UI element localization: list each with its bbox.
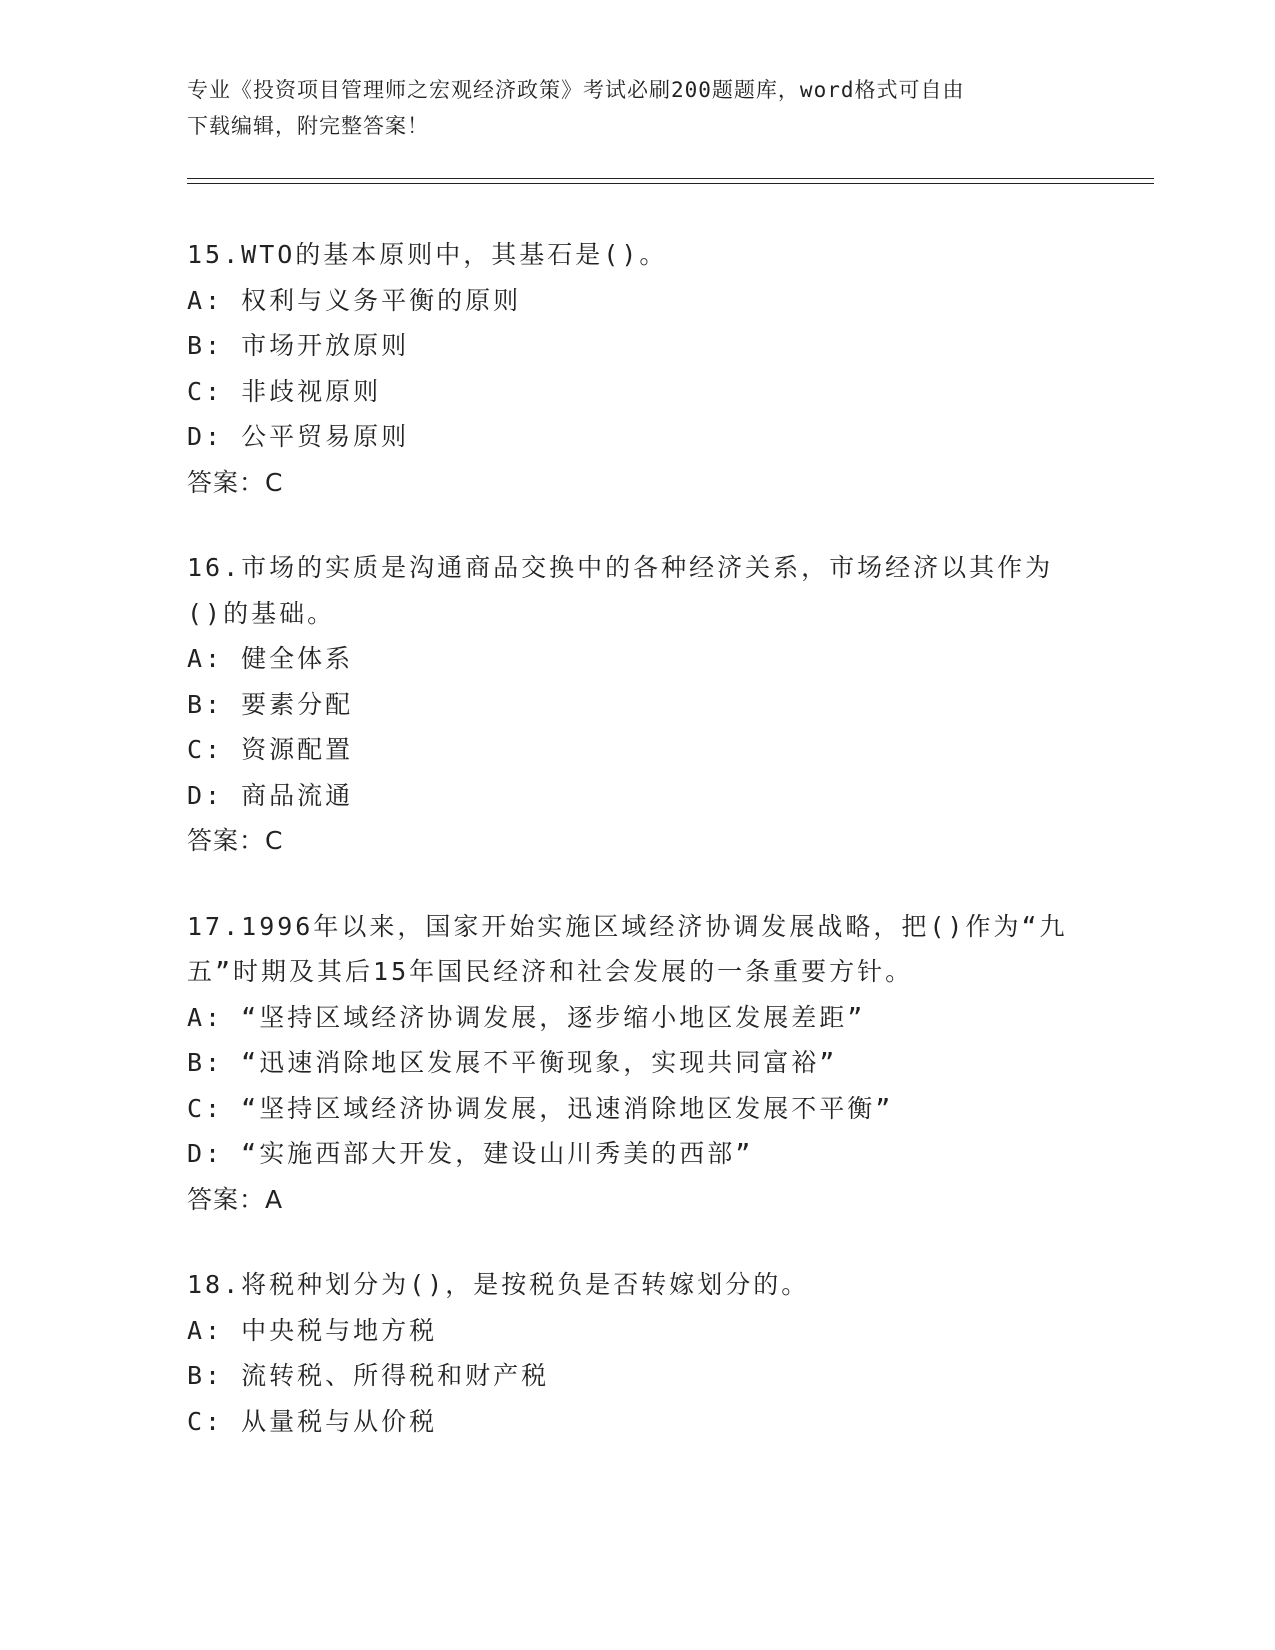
option-text: 商品流通	[241, 780, 354, 810]
option-label: B:	[187, 1361, 224, 1390]
option-label: B:	[187, 1048, 224, 1077]
option-text: 资源配置	[241, 735, 354, 764]
question-text: 市场的实质是沟通商品交换中的各种经济关系，市场经济以其作为	[241, 553, 1054, 582]
option-label: B:	[187, 689, 224, 719]
option-text: 权利与义务平衡的原则	[241, 285, 522, 315]
option-text: 流转税、所得税和财产税	[241, 1361, 550, 1390]
header-line-2: 下载编辑，附完整答案！	[187, 114, 429, 138]
answer-option	[187, 1040, 1087, 1086]
question-text: WTO的基本原则中，其基石是()。	[241, 240, 668, 269]
question-text: 1996年以来，国家开始实施区域经济协调发展战略，把()作为“九	[241, 911, 1068, 941]
option-label: B:	[187, 331, 224, 360]
question-number: 16.	[187, 553, 242, 582]
option-text: 公平贸易原则	[241, 422, 410, 451]
answer-option	[187, 682, 1087, 728]
question-number: 17.	[187, 911, 242, 941]
answer-option	[187, 1353, 1087, 1399]
header-divider-bottom	[187, 183, 1154, 184]
answer-option	[187, 323, 1087, 369]
option-text: 中央税与地方税	[241, 1315, 438, 1345]
question-block	[187, 1262, 1087, 1444]
option-label: A:	[187, 285, 224, 315]
question-text-line	[187, 232, 1087, 278]
answer-option	[187, 278, 1087, 324]
answer-option	[187, 1308, 1087, 1354]
option-text: 要素分配	[241, 689, 354, 719]
option-label: A:	[187, 1315, 224, 1345]
header-divider-top	[187, 178, 1154, 179]
question-text-line	[187, 949, 1087, 995]
question-text: 五”时期及其后15年国民经济和社会发展的一条重要方针。	[187, 957, 914, 986]
question-number: 18.	[187, 1270, 242, 1299]
question-text-line	[187, 545, 1087, 591]
question-text: ()的基础。	[187, 598, 336, 628]
answer-option	[187, 636, 1087, 682]
answer-option	[187, 727, 1087, 773]
question-block	[187, 232, 1087, 505]
answer-key: 答案：C	[187, 826, 284, 855]
option-label: D:	[187, 1139, 224, 1168]
answer-option	[187, 1131, 1087, 1177]
option-label: D:	[187, 422, 224, 451]
option-label: A:	[187, 644, 224, 673]
option-text: “实施西部大开发，建设山川秀美的西部”	[241, 1139, 754, 1168]
option-label: D:	[187, 780, 224, 810]
option-text: 健全体系	[241, 644, 354, 673]
question-number: 15.	[187, 240, 242, 269]
answer-option	[187, 369, 1087, 415]
option-text: “坚持区域经济协调发展，逐步缩小地区发展差距”	[241, 1002, 866, 1032]
question-block	[187, 904, 1087, 1223]
option-text: 市场开放原则	[241, 331, 410, 360]
option-label: A:	[187, 1002, 224, 1032]
option-label: C:	[187, 1406, 224, 1436]
option-label: C:	[187, 376, 224, 406]
question-text-line	[187, 1262, 1087, 1308]
option-text: 非歧视原则	[241, 376, 382, 406]
answer-option	[187, 995, 1087, 1041]
answer-option	[187, 1086, 1087, 1132]
answer-key: 答案：A	[187, 1184, 284, 1214]
answer-key: 答案：C	[187, 467, 284, 497]
question-text: 将税种划分为()，是按税负是否转嫁划分的。	[241, 1270, 810, 1299]
option-text: “迅速消除地区发展不平衡现象，实现共同富裕”	[241, 1048, 838, 1077]
option-label: C:	[187, 735, 224, 764]
option-text: “坚持区域经济协调发展，迅速消除地区发展不平衡”	[241, 1093, 894, 1123]
question-text-line	[187, 591, 1087, 637]
question-text-line	[187, 904, 1087, 950]
question-list	[187, 232, 1087, 1484]
header-line-1: 专业《投资项目管理师之宏观经济政策》考试必刷200题题库，word格式可自由	[187, 78, 965, 102]
option-text: 从量税与从价税	[241, 1406, 438, 1436]
answer-option	[187, 773, 1087, 819]
option-label: C:	[187, 1093, 224, 1123]
document-header	[187, 72, 1067, 144]
answer-option	[187, 414, 1087, 460]
question-block	[187, 545, 1087, 864]
answer-option	[187, 1399, 1087, 1445]
